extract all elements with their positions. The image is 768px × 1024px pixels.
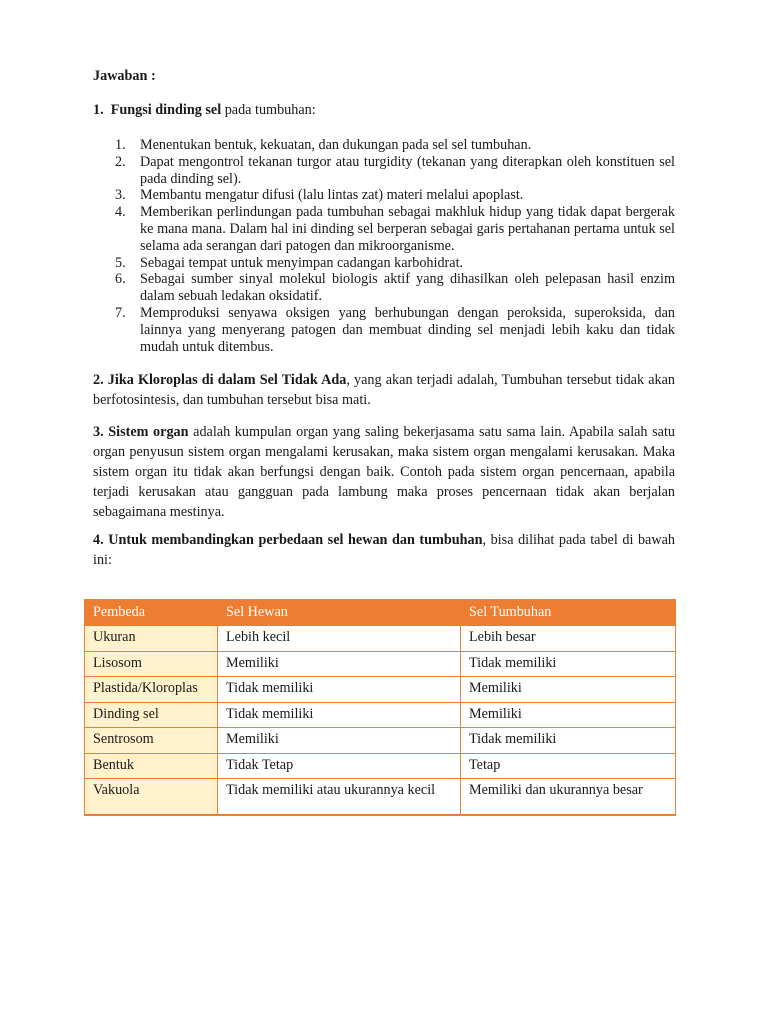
cell-sel-tumbuhan: Memiliki dan ukurannya besar xyxy=(461,779,676,815)
table-row xyxy=(85,702,676,728)
list-item xyxy=(115,137,675,154)
table-row xyxy=(85,677,676,703)
list-item-text: Membantu mengatur difusi (lalu lintas zat) materi melalui apoplast. xyxy=(140,187,524,204)
cell-pembeda: Dinding sel xyxy=(85,702,218,728)
list-item-text: Sebagai sumber sinyal molekul biologis aktif yang dihasilkan oleh pelepasan hasil enzim dalam sebuah ledakan oksidatif. xyxy=(140,271,675,305)
table-row xyxy=(85,626,676,652)
q3-rest: adalah kumpulan organ yang saling bekerjasama satu sama lain. Apabila salah satu organ penyusun sistem organ mengalami kerusakan, maka sistem organ mengalami kerusakan. Maka sistem organ itu tidak akan berfungsi dengan baik. Contoh pada sistem organ pencernaan, apabila terjadi kerusakan atau gangguan pada lambung maka proses pencernaan tidak akan berjalan sebagaimana mestinya. xyxy=(93,424,675,520)
header-sel-hewan: Sel Hewan xyxy=(218,600,461,626)
cell-sel-hewan: Memiliki xyxy=(218,728,461,754)
cell-pembeda: Sentrosom xyxy=(85,728,218,754)
list-item xyxy=(115,204,675,254)
list-item-number: 2. xyxy=(115,153,126,170)
table-row xyxy=(85,728,676,754)
list-item-text: Memproduksi senyawa oksigen yang berhubungan dengan peroksida, superoksida, dan lainnya yang menyerang patogen dan membuat dinding sel menjadi lebih kaku dan tidak mudah untuk ditembus. xyxy=(140,304,675,355)
header-sel-tumbuhan: Sel Tumbuhan xyxy=(461,600,676,626)
question-3-paragraph xyxy=(93,422,675,522)
q2-rest: , yang akan terjadi adalah, Tumbuhan tersebut tidak akan berfotosintesis, dan tumbuhan tersebut bisa mati. xyxy=(93,372,675,408)
q4-bold: 4. Untuk membandingkan perbedaan sel hewan dan tumbuhan xyxy=(93,532,483,548)
list-item xyxy=(115,154,675,188)
list-item xyxy=(115,305,675,355)
table-row xyxy=(85,779,676,815)
list-item-number: 5. xyxy=(115,254,126,271)
cell-sel-hewan: Tidak memiliki atau ukurannya kecil xyxy=(218,779,461,815)
header-pembeda: Pembeda xyxy=(85,600,218,626)
cell-sel-tumbuhan: Memiliki xyxy=(461,702,676,728)
cell-wall-function-list xyxy=(115,137,675,355)
list-item-text: Memberikan perlindungan pada tumbuhan sebagai makhluk hidup yang tidak dapat bergerak ke mana mana. Dalam hal ini dinding sel berperan sebagai garis pertahanan pertama untuk sel selama ada serangan dari patogen dan mikroorganisme. xyxy=(140,204,675,254)
table-header-row xyxy=(85,600,676,626)
question-4-paragraph xyxy=(93,530,675,570)
q3-bold: 3. Sistem organ xyxy=(93,424,189,440)
cell-sel-tumbuhan: Lebih besar xyxy=(461,626,676,652)
cell-pembeda: Vakuola xyxy=(85,779,218,815)
list-item-number: 4. xyxy=(115,204,126,221)
cell-pembeda: Bentuk xyxy=(85,753,218,779)
list-item-text: Dapat mengontrol tekanan turgor atau turgidity (tekanan yang diterapkan oleh konstituen sel pada dinding sel). xyxy=(140,153,675,187)
cell-pembeda: Ukuran xyxy=(85,626,218,652)
table-row xyxy=(85,753,676,779)
cell-sel-hewan: Memiliki xyxy=(218,651,461,677)
q1-rest: pada tumbuhan: xyxy=(221,102,316,118)
cell-sel-tumbuhan: Tidak memiliki xyxy=(461,651,676,677)
list-item-number: 6. xyxy=(115,271,126,288)
question-1-title xyxy=(93,101,316,119)
list-item-number: 7. xyxy=(115,304,126,321)
list-item-text: Menentukan bentuk, kekuatan, dan dukungan pada sel sel tumbuhan. xyxy=(140,137,532,153)
list-item-number: 1. xyxy=(115,137,126,153)
answer-heading: Jawaban : xyxy=(93,68,156,84)
cell-sel-tumbuhan: Tidak memiliki xyxy=(461,728,676,754)
list-item-text: Sebagai tempat untuk menyimpan cadangan karbohidrat. xyxy=(140,254,464,271)
list-item-number: 3. xyxy=(115,187,126,204)
cell-pembeda: Plastida/Kloroplas xyxy=(85,677,218,703)
q2-bold: 2. Jika Kloroplas di dalam Sel Tidak Ada xyxy=(93,372,347,388)
question-2-paragraph xyxy=(93,370,675,410)
cell-sel-hewan: Tidak memiliki xyxy=(218,702,461,728)
q1-number: 1. xyxy=(93,102,104,118)
cell-sel-tumbuhan: Memiliki xyxy=(461,677,676,703)
cell-sel-hewan: Tidak Tetap xyxy=(218,753,461,779)
q1-bold: Fungsi dinding sel xyxy=(110,102,222,118)
q4-rest: , bisa dilihat pada tabel di bawah ini: xyxy=(93,532,675,568)
cell-sel-hewan: Lebih kecil xyxy=(218,626,461,652)
list-item xyxy=(115,255,675,272)
list-item xyxy=(115,187,675,204)
table-body xyxy=(85,626,676,815)
comparison-table xyxy=(84,599,676,816)
cell-pembeda: Lisosom xyxy=(85,651,218,677)
table-row xyxy=(85,651,676,677)
cell-sel-tumbuhan: Tetap xyxy=(461,753,676,779)
list-item xyxy=(115,271,675,305)
cell-sel-hewan: Tidak memiliki xyxy=(218,677,461,703)
